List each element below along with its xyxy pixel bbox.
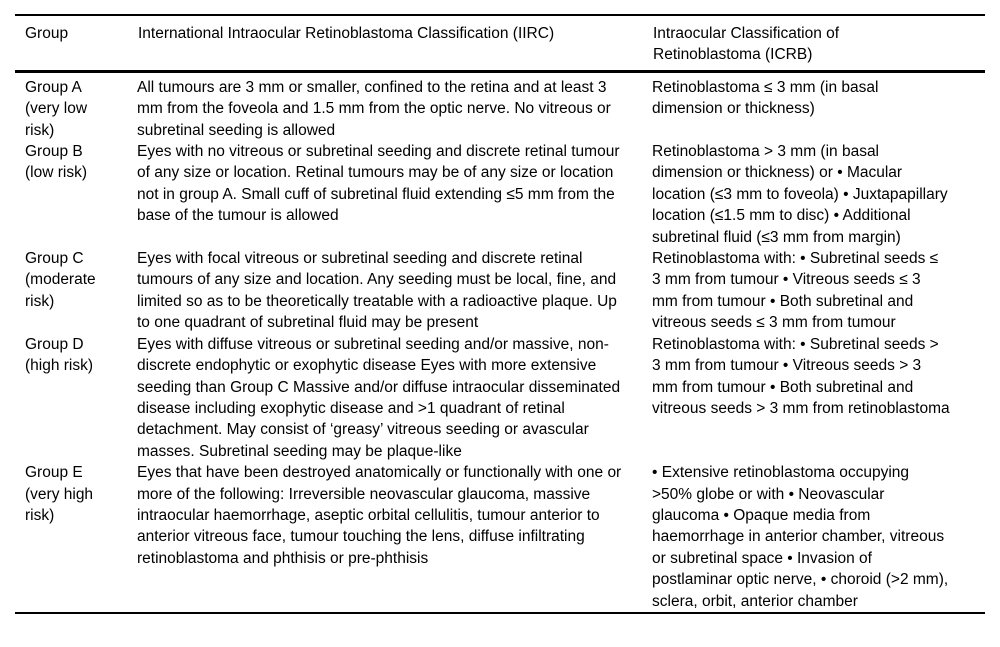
table-body xyxy=(15,71,985,613)
column-header-iirc: International Intraocular Retinoblastoma Classification (IIRC) xyxy=(137,15,652,71)
table-row-group-a xyxy=(15,71,985,141)
group-cell: Group B (low risk) xyxy=(25,143,87,182)
iirc-cell: Eyes with no vitreous or subretinal seeding and discrete retinal tumour of any size or location. Retinal tumours may be of any size or location not in group A. Small cuff of subretinal fluid extending ≤5 mm from the base of the tumour is allowed xyxy=(137,143,620,225)
column-header-icrb: Intraocular Classification of Retinoblastoma (ICRB) xyxy=(652,15,985,71)
table-header-row xyxy=(15,15,985,71)
table-row-group-c xyxy=(15,248,985,334)
iirc-cell: Eyes that have been destroyed anatomically or functionally with one or more of the following: Irreversible neovascular glaucoma, massive intraocular haemorrhage, aseptic orbital cellulitis, tumour anterior to anterior vitreous face, tumour touching the lens, diffuse infiltrating retinoblastoma and phthisis or pre-phthisis xyxy=(137,464,622,567)
table-row-group-d xyxy=(15,334,985,462)
icrb-cell: Retinoblastoma > 3 mm (in basal dimension or thickness) or • Macular location (≤3 mm to foveola) • Juxtapapillary location (≤1.5 mm to disc) • Additional subretinal fluid (≤3 mm from margin) xyxy=(652,143,948,246)
iirc-cell: Eyes with diffuse vitreous or subretinal seeding and/or massive, non-discrete endophytic or exophytic disease Eyes with more extensive seeding than Group C Massive and/or diffuse intraocular disseminated disease including exophytic disease and >1 quadrant of retinal detachment. May consist of ‘greasy’ vitreous seeding or avascular masses. Subretinal seeding may be plaque-like xyxy=(137,335,621,460)
column-header-group: Group xyxy=(15,15,137,71)
iirc-cell: Eyes with focal vitreous or subretinal seeding and discrete retinal tumours of any size and location. Any seeding must be local, fine, and limited so as to be theoretically treatable with a radioactive plaque. Up to one quadrant of subretinal fluid may be present xyxy=(137,250,617,332)
icrb-cell: Retinoblastoma ≤ 3 mm (in basal dimension or thickness) xyxy=(652,78,879,118)
icrb-cell: • Extensive retinoblastoma occupying >50% globe or with • Neovascular glaucoma • Opaque media from haemorrhage in anterior chamber, vitreous or subretinal space • Invasion of postlaminar optic nerve, • choroid (>2 mm), sclera, orbit, anterior chamber xyxy=(652,464,949,610)
retinoblastoma-classification-table xyxy=(15,14,985,614)
group-cell: Group A (very low risk) xyxy=(25,78,88,139)
table-row-group-b xyxy=(15,141,985,248)
group-cell: Group C (moderate risk) xyxy=(25,250,96,310)
group-cell: Group D (high risk) xyxy=(25,335,94,375)
iirc-cell: All tumours are 3 mm or smaller, confined to the retina and at least 3 mm from the foveola and 1.5 mm from the optic nerve. No vitreous or subretinal seeding is allowed xyxy=(137,78,611,139)
icrb-cell: Retinoblastoma with: • Subretinal seeds > 3 mm from tumour • Vitreous seeds > 3 mm from tumour • Both subretinal and vitreous seeds > 3 mm from retinoblastoma xyxy=(652,335,950,417)
icrb-cell: Retinoblastoma with: • Subretinal seeds ≤ 3 mm from tumour • Vitreous seeds ≤ 3 mm from tumour • Both subretinal and vitreous seeds ≤ 3 mm from tumour xyxy=(652,250,939,332)
table-row xyxy=(15,15,985,71)
table-row-group-e xyxy=(15,462,985,613)
group-cell: Group E (very high risk) xyxy=(25,464,94,524)
